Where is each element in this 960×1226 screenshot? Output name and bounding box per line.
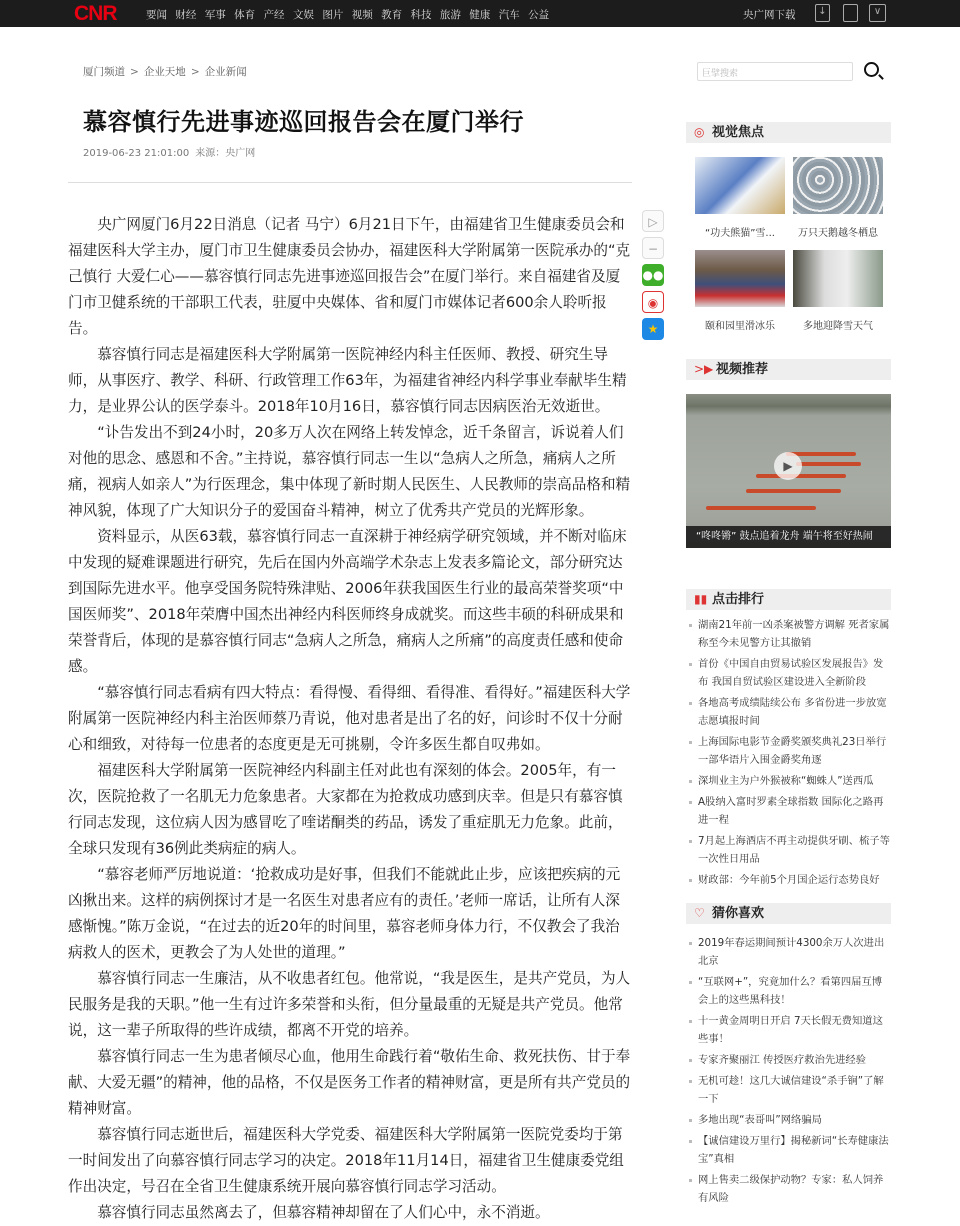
share-bar: [642, 210, 664, 345]
nav-item[interactable]: 文娱: [292, 9, 314, 21]
nav-item[interactable]: 产经: [263, 9, 285, 21]
sidebar-lists-column: [686, 589, 891, 1217]
breadcrumb-item[interactable]: 企业新闻: [204, 66, 247, 78]
article-title: 慕容慎行先进事迹巡回报告会在厦门举行: [83, 108, 524, 136]
nav-item[interactable]: 教育: [381, 9, 403, 21]
paragraph: 慕容慎行同志一生廉洁，从不收患者红包。他常说，“我是医生，是共产党员，为人民服务是我的天职。”他一生有过许多荣誉和头衔，但分量最重的无疑是共产党员。他常说，这一辈子所取得的些许成绩，都离不开党的培养。: [68, 970, 631, 1039]
qzone-icon[interactable]: ★: [642, 318, 664, 340]
section-title: 视频推荐: [716, 362, 769, 377]
play-icon[interactable]: ▶: [774, 452, 802, 480]
boat-shape: [796, 462, 861, 466]
nav-item[interactable]: 要闻: [146, 9, 167, 21]
breadcrumb-item[interactable]: 企业天地: [143, 66, 186, 78]
download-icon[interactable]: ↓: [815, 4, 830, 22]
video-play-icon: >▶: [694, 362, 714, 376]
thumbnail-skating[interactable]: [695, 250, 785, 307]
list-item[interactable]: 多地出现“表哥叫”网络骗局: [686, 1111, 891, 1129]
nav-item[interactable]: 视频: [351, 9, 373, 21]
list-item[interactable]: 首份《中国自由贸易试验区发展报告》发布 我国自贸试验区建设进入全新阶段: [686, 655, 891, 691]
visual-focus-header: [686, 122, 891, 143]
search-icon[interactable]: [864, 62, 879, 77]
list-item[interactable]: 网上售卖二级保护动物？专家：私人饲养有风险: [686, 1171, 891, 1207]
mobile-icon[interactable]: −: [642, 237, 664, 259]
boat-shape: [746, 489, 841, 493]
list-item[interactable]: “互联网+”，究竟加什么？看第四届互博会上的这些黑科技！: [686, 973, 891, 1009]
list-item[interactable]: 各地高考成绩陆续公布 多省份进一步放宽志愿填报时间: [686, 694, 891, 730]
article-body: [68, 212, 632, 1226]
paragraph: “慕容慎行同志看病有四大特点：看得慢、看得细、看得准、看得好。”福建医科大学附属第一医院神经内科主治医师蔡乃青说，他对患者是出了名的好，问诊时不仅十分耐心和细致，对待每一位患者的态度更是无可挑剔，令许多医生都自叹弗如。: [68, 684, 631, 753]
breadcrumb-separator: >: [130, 66, 139, 78]
thumbnail-caption[interactable]: 多地迎降雪天气: [803, 321, 873, 332]
list-item[interactable]: 湖南21年前一凶杀案被警方调解 死者家属称至今未见警方让其撤销: [686, 616, 891, 652]
list-item[interactable]: 2019年春运期间预计4300余万人次进出北京: [686, 934, 891, 970]
list-item[interactable]: 财政部：今年前5个月国企运行态势良好: [686, 871, 891, 889]
thumbnail-caption[interactable]: “功夫熊猫”雪...: [705, 228, 775, 239]
bar-chart-icon: ▮▮: [694, 592, 708, 606]
guess-you-like-header: [686, 903, 891, 924]
nav-item[interactable]: 军事: [204, 9, 226, 21]
nav-item[interactable]: 健康: [469, 9, 491, 21]
paragraph: 央广网厦门6月22日消息（记者 马宁）6月21日下午，由福建省卫生健康委员会和福建医科大学主办，厦门市卫生健康委员会协办，福建医科大学附属第一医院承办的“克己慎行 大爱仁心——慕容慎行同志先进事迹巡回报告会”在厦门举行。来自福建省及厦门市卫健系统的干部职工代表，驻厦中央媒体、省和厦门市媒体记者600余人聆听报告。: [68, 216, 631, 337]
download-app-link[interactable]: 央广网下载: [743, 9, 796, 21]
thumbnail-panda[interactable]: [695, 157, 785, 214]
list-item[interactable]: 专家齐聚丽江 传授医疗救治先进经验: [686, 1051, 891, 1069]
boat-shape: [706, 506, 816, 510]
list-item[interactable]: 十一黄金周明日开启 7天长假无费知道这些事！: [686, 1012, 891, 1048]
section-title: 猜你喜欢: [712, 906, 765, 921]
ranking-list: [686, 616, 891, 889]
nav-item[interactable]: 科技: [410, 9, 432, 21]
paragraph: 资料显示，从医63载，慕容慎行同志一直深耕于神经病学研究领域，并不断对临床中发现的疑难课题进行研究，先后在国内外高端学术杂志上发表多篇论文，部分研究达到国际先进水平。他享受国务院特殊津贴、2006年获我国医生行业的最高荣誉奖项“中国医师奖”、2018年荣膺中国杰出神经内科医师终身成就奖。而这些丰硕的科研成果和荣誉背后，体现的是慕容慎行同志“急病人之所急，痛病人之所痛”的高度责任感和使命感。: [68, 528, 627, 675]
thumbnail-swans[interactable]: [793, 157, 883, 214]
video-caption[interactable]: “咚咚锵” 鼓点追着龙舟 端午将至好热闹: [686, 526, 891, 548]
thumbnail-snow[interactable]: [793, 250, 883, 307]
publish-date: 2019-06-23 21:01:00: [83, 148, 190, 159]
mail-icon[interactable]: ∨: [869, 4, 886, 22]
top-navigation-bar: [0, 0, 960, 27]
list-item[interactable]: A股纳入富时罗素全球指数 国际化之路再进一程: [686, 793, 891, 829]
video-recommend-header: [686, 359, 891, 380]
paragraph: 慕容慎行同志逝世后，福建医科大学党委、福建医科大学附属第一医院党委均于第一时间发出了向慕容慎行同志学习的决定。2018年11月14日，福建省卫生健康委党组作出决定，号召在全省卫生健康系统开展向慕容慎行同志学习活动。: [68, 1126, 624, 1195]
wechat-icon[interactable]: ●●: [642, 264, 664, 286]
nav-item[interactable]: 体育: [234, 9, 256, 21]
eye-icon: ◎: [694, 125, 705, 139]
article-source: 来源：央广网: [195, 148, 256, 159]
thumbnail-caption[interactable]: 万只天鹅越冬栖息: [798, 228, 878, 239]
breadcrumb-item[interactable]: 厦门频道: [83, 66, 125, 78]
divider: [68, 182, 632, 183]
nav-item[interactable]: 旅游: [439, 9, 461, 21]
article-meta: [83, 144, 261, 159]
cnr-logo[interactable]: CNR: [74, 2, 117, 25]
boat-shape: [756, 474, 846, 478]
list-item[interactable]: 【诚信建设万里行】揭秘新词“长寿健康法宝”真相: [686, 1132, 891, 1168]
paragraph: 福建医科大学附属第一医院神经内科副主任对此也有深刻的体会。2005年，有一次，医院抢救了一名肌无力危象患者。大家都在为抢救成功感到庆幸。但是只有慕容慎行同志发现，这位病人因为感冒吃了喹诺酮类的药品，诱发了重症肌无力危象。此前，全球只发现有36例此类病症的病人。: [68, 762, 623, 857]
list-item[interactable]: 7月起上海酒店不再主动提供牙刷、梳子等一次性日用品: [686, 832, 891, 868]
list-item[interactable]: 深圳业主为户外猴被称“蜘蛛人”送西瓜: [686, 772, 891, 790]
breadcrumb: [83, 64, 247, 79]
channel-nav: [146, 7, 557, 22]
heart-icon: ♡: [694, 906, 705, 920]
list-item[interactable]: 上海国际电影节金爵奖颁奖典礼23日举行 一部华语片入围金爵奖角逐: [686, 733, 891, 769]
guess-list: [686, 934, 891, 1207]
paragraph: “慕容老师严厉地说道：‘抢救成功是好事，但我们不能就此止步，应该把疾病的元凶揪出来。这样的病例探讨才是一名医生对患者应有的责任。’老师一席话，让所有人深感惭愧。”陈万金说，“在过去的近20年的时间里，慕容老师身体力行，不仅教会了我治病救人的医术，更教会了为人处世的道理。”: [68, 866, 621, 961]
comment-icon[interactable]: ▷: [642, 210, 664, 232]
list-item[interactable]: 无机可趁！这几大诚信建设“杀手锏”了解一下: [686, 1072, 891, 1108]
paragraph: “讣告发出不到24小时，20多万人次在网络上转发悼念，近千条留言，诉说着人们对他的思念、感恩和不舍。”主持说，慕容慎行同志一生以“急病人之所急，痛病人之所痛，视病人如亲人”为行医理念，集中体现了新时期人民医生、人民教师的崇高品格和精神风貌，体现了广大知识分子的爱国奋斗精神，树立了优秀共产党员的光辉形象。: [68, 424, 631, 519]
nav-item[interactable]: 公益: [528, 9, 550, 21]
search-input[interactable]: 巨擘搜索: [697, 62, 853, 81]
nav-item[interactable]: 图片: [322, 9, 344, 21]
video-thumbnail[interactable]: [686, 394, 891, 548]
nav-item[interactable]: 财经: [175, 9, 197, 21]
weibo-icon[interactable]: ◉: [642, 291, 664, 313]
phone-icon[interactable]: [843, 4, 858, 22]
ranking-header: [686, 589, 891, 610]
thumbnail-caption[interactable]: 颐和园里滑冰乐: [705, 321, 775, 332]
nav-item[interactable]: 汽车: [498, 9, 520, 21]
section-title: 视觉焦点: [712, 125, 765, 140]
section-title: 点击排行: [712, 592, 765, 607]
paragraph: 慕容慎行同志一生为患者倾尽心血，他用生命践行着“敬佑生命、救死扶伤、甘于奉献、大爱无疆”的精神，他的品格，不仅是医务工作者的精神财富，更是所有共产党员的精神财富。: [68, 1048, 631, 1117]
paragraph: 慕容慎行同志是福建医科大学附属第一医院神经内科主任医师、教授、研究生导师，从事医疗、教学、科研、行政管理工作63年，为福建省神经内科学事业奉献毕生精力，是业界公认的医学泰斗。2018年10月16日，慕容慎行同志因病医治无效逝世。: [68, 346, 627, 415]
breadcrumb-separator: >: [190, 66, 200, 78]
paragraph: 慕容慎行同志虽然离去了，但慕容精神却留在了人们心中，永不消逝。: [97, 1204, 550, 1221]
